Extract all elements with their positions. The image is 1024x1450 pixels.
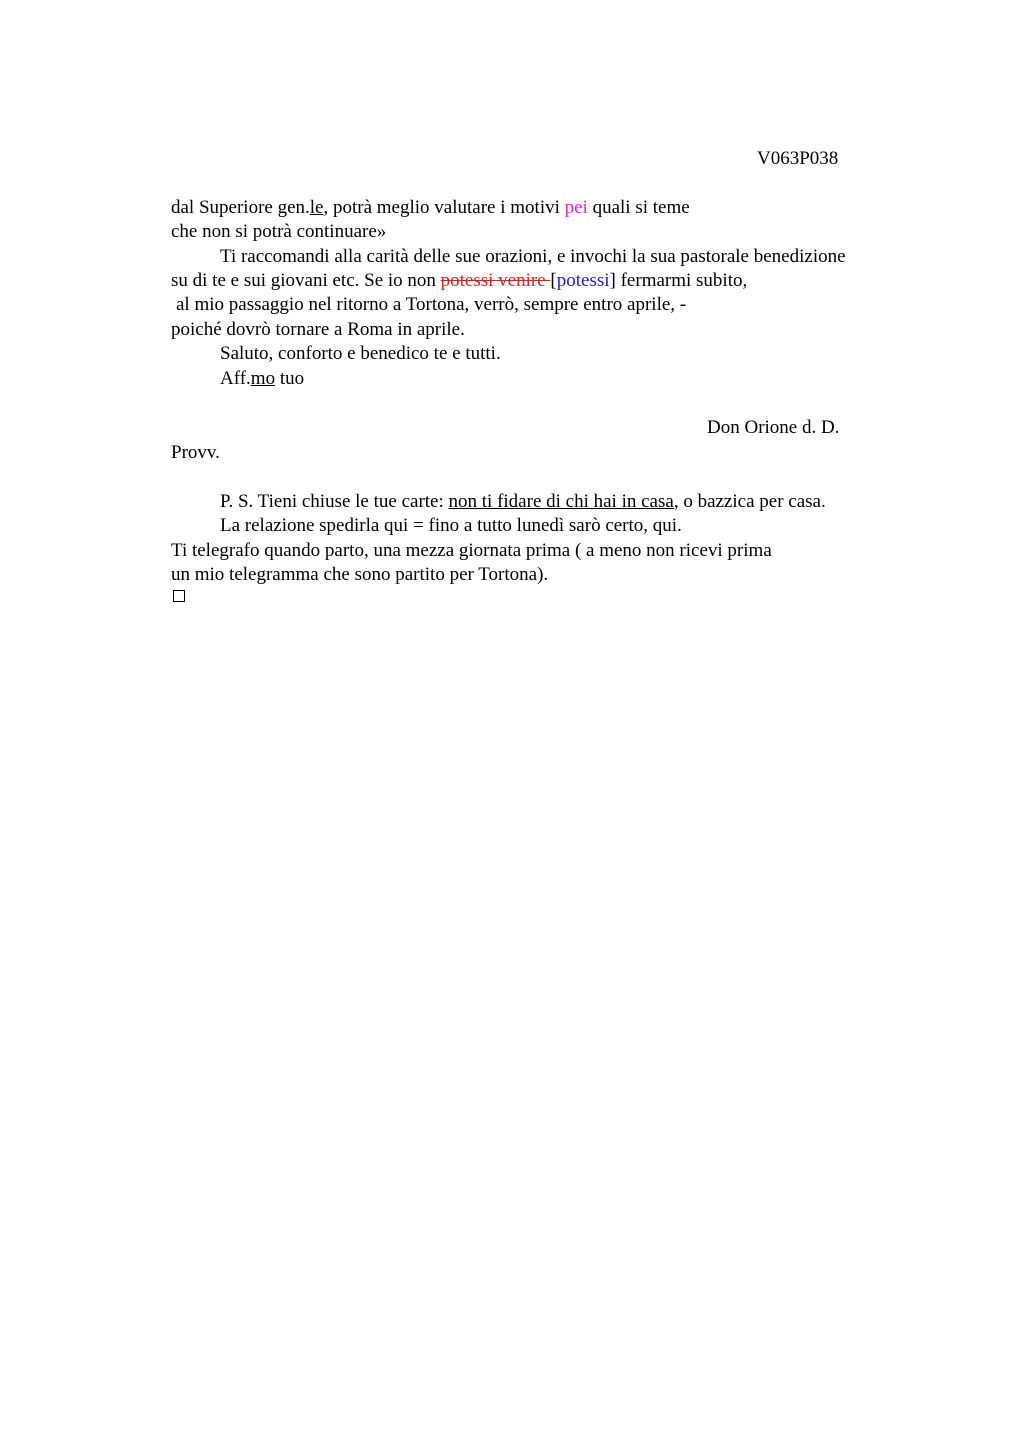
highlighted-word: pei	[564, 197, 588, 218]
ps-line-1	[220, 490, 826, 514]
corrected-text: potessi	[556, 270, 610, 291]
text-line-5: al mio passaggio nel ritorno a Tortona, verrò, sempre entro aprile, -	[176, 294, 687, 315]
text-line-8	[220, 367, 304, 391]
document-id: V063P038	[757, 148, 839, 169]
text-segment: P. S. Tieni chiuse le tue carte:	[220, 491, 449, 512]
signature: Don Orione d. D.	[707, 417, 840, 438]
text-line-7: Saluto, conforto e benedico te e tutti.	[220, 343, 501, 364]
text-segment: , potrà meglio valutare i motivi	[323, 197, 565, 218]
underlined-text: non ti fidare di chi hai in casa	[448, 491, 674, 512]
text-line-1	[171, 196, 690, 220]
deleted-text: potessi venire	[440, 270, 551, 291]
text-segment: Aff.	[220, 368, 251, 389]
text-segment: , o bazzica per casa.	[673, 491, 826, 512]
ps-line-4: un mio telegramma che sono partito per Tortona).	[171, 564, 549, 585]
ps-line-3: Ti telegrafo quando parto, una mezza giornata prima ( a meno non ricevi prima	[171, 540, 772, 561]
text-line-2: che non si potrà continuare»	[171, 221, 387, 242]
provv-line: Provv.	[171, 442, 220, 463]
checkbox-square-icon	[173, 590, 185, 602]
bracket-open: [	[550, 270, 557, 291]
text-segment: su di te e sui giovani etc. Se io non	[171, 270, 441, 291]
ps-line-2: La relazione spedirla qui = fino a tutto lunedì sarò certo, qui.	[220, 515, 682, 536]
text-segment: ] fermarmi subito,	[609, 270, 748, 291]
text-line-6: poiché dovrò tornare a Roma in aprile.	[171, 319, 465, 340]
text-line-4	[171, 269, 747, 293]
abbreviation-superscript: mo	[250, 368, 276, 389]
abbreviation-superscript: le	[309, 197, 324, 218]
text-segment: quali si teme	[587, 197, 690, 218]
text-line-3: Ti raccomandi alla carità delle sue orazioni, e invochi la sua pastorale benedizione	[220, 246, 846, 267]
text-segment: tuo	[275, 368, 305, 389]
text-segment: dal Superiore gen.	[171, 197, 310, 218]
